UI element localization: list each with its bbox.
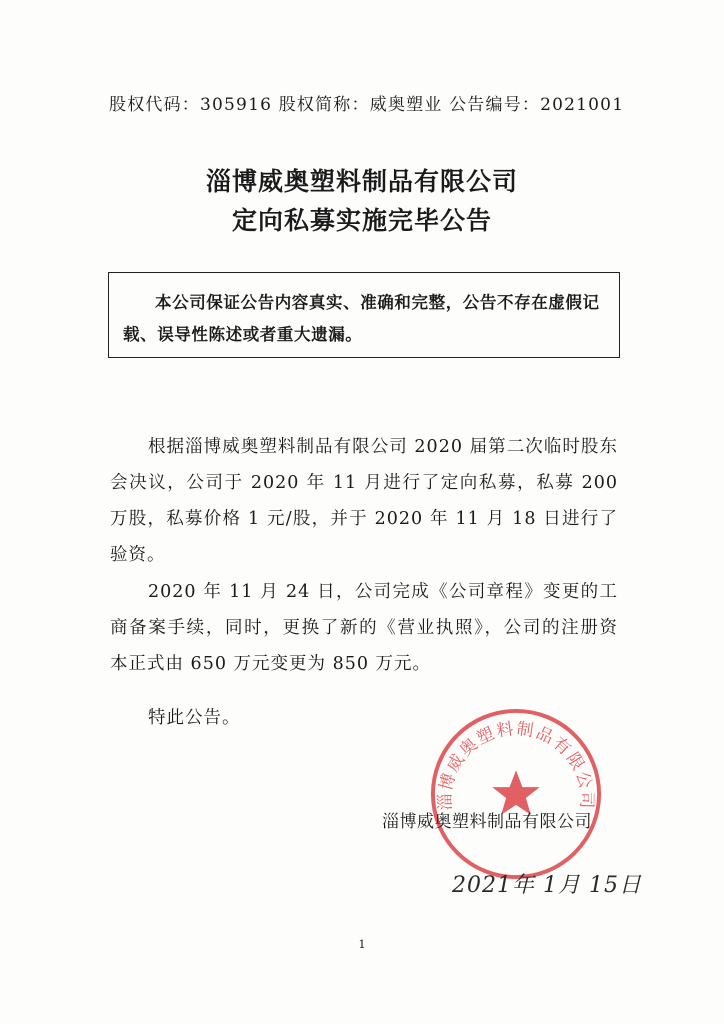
stock-info-line: 股权代码：305916 股权简称：威奥塑业 公告编号：2021001 [109,95,625,115]
company-seal-stamp [427,705,605,883]
announcement-title: 定向私募实施完毕公告 [231,206,492,235]
body-paragraph-3: 特此公告。 [148,708,241,728]
body-paragraph-1: 根据淄博威奥塑料制品有限公司 2020 届第二次临时股东会决议，公司于 2020 年 11 月进行了定向私募，私募 200 万股，私募价格 1 元/股，并于 2020 年 11 月 18 日进行了验资。 [110,437,618,565]
company-title: 淄博威奥塑料制品有限公司 [205,167,518,196]
body-paragraph-2: 2020 年 11 月 24 日，公司完成《公司章程》变更的工商备案手续，同时，更换了新的《营业执照》，公司的注册资本正式由 650 万元变更为 850 万元。 [110,582,618,674]
company-signature: 淄博威奥塑料制品有限公司 [382,812,592,832]
page-number: 1 [358,938,366,951]
seal-text: 淄博威奥塑料制品有限公司 [434,718,598,811]
handwritten-date: 2021年 1月 15日 [452,873,642,898]
guarantee-notice-text: 本公司保证公告内容真实、准确和完整，公告不存在虚假记载、误导性陈述或者重大遗漏。 [123,293,600,344]
guarantee-notice-box [108,272,620,358]
